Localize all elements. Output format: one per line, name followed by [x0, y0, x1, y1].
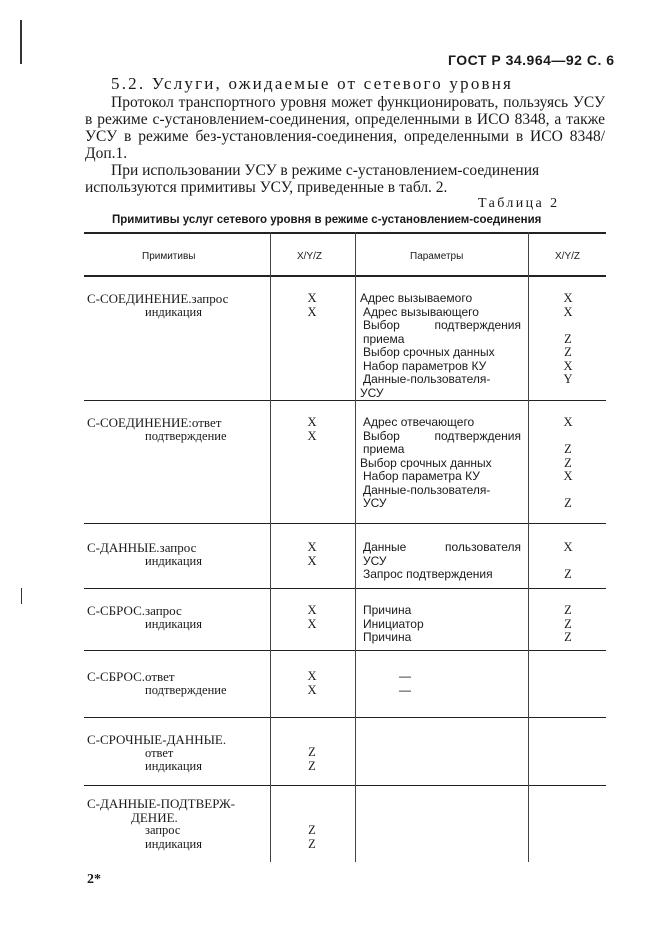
parameter: Причина: [363, 630, 412, 644]
xyz-value: X: [307, 553, 317, 568]
param-xyz-value: [556, 430, 580, 444]
xyz-value-cell: [300, 541, 324, 568]
column-header-xyz: X/Y/Z: [297, 251, 323, 262]
parameter: Выбор подтверждения: [363, 318, 521, 332]
param-xyz-value: Z: [564, 496, 572, 510]
xyz-value: X: [307, 616, 317, 631]
param-xyz-value: X: [563, 291, 573, 305]
parameter: УСУ: [360, 385, 384, 400]
param-xyz-value: [556, 555, 580, 569]
parameter: Данные-пользователя-: [363, 482, 491, 497]
parameter: Адрес вызывающего: [363, 304, 479, 319]
parameter: Причина: [363, 603, 412, 617]
param-xyz-value: Z: [564, 442, 572, 456]
primitive-name-cont: ДЕНИЕ.: [131, 809, 178, 825]
table-row: [87, 604, 202, 631]
parameters-cell: [360, 292, 521, 400]
primitive-subtype: подтверждение: [145, 428, 227, 443]
xyz-value: Z: [308, 836, 316, 851]
xyz-value: X: [307, 669, 317, 683]
xyz-value-cell: [300, 670, 324, 697]
column-divider: [355, 232, 356, 862]
parameter: УСУ: [363, 553, 387, 568]
primitive-name: С-СБРОС.ответ: [87, 669, 175, 684]
param-xyz-value: X: [563, 415, 573, 429]
parameter: УСУ: [363, 496, 387, 510]
primitive-name: С-СОЕДИНЕНИЕ.запрос: [87, 291, 229, 306]
parameter-dash: —: [399, 669, 411, 683]
scan-margin-mark: [21, 588, 22, 604]
xyz-value: X: [307, 291, 317, 305]
parameter: Данные пользователя: [363, 540, 521, 554]
page-footer-mark: 2*: [87, 872, 101, 887]
param-xyz-value: Z: [564, 603, 572, 617]
parameter: Инициатор: [363, 616, 424, 631]
primitive-subtype: индикация: [145, 836, 202, 851]
param-xyz-value: Z: [564, 616, 572, 631]
column-header-primitives: Примитивы: [142, 251, 196, 262]
parameter: Выбор срочных данных: [363, 345, 495, 359]
param-xyz-value: Z: [564, 345, 572, 359]
table-title: Примитивы услуг сетевого уровня в режиме с-установлением-соединения: [112, 214, 542, 226]
primitive-name: С-СРОЧНЫЕ-ДАННЫЕ.: [87, 732, 227, 747]
primitive-subtype: индикация: [145, 304, 202, 319]
column-divider: [270, 232, 271, 862]
parameter: Набор параметра КУ: [363, 469, 480, 483]
primitive-subtype: ответ: [145, 745, 174, 760]
table-row: [87, 797, 235, 851]
parameter: Адрес вызываемого: [360, 291, 473, 305]
param-xyz-cell: [556, 604, 580, 645]
scan-margin-mark: [20, 20, 22, 64]
param-xyz-value: Z: [564, 630, 572, 644]
table-row: [87, 733, 226, 774]
param-xyz-value: X: [563, 304, 573, 319]
param-xyz-value: Y: [563, 372, 573, 386]
table-row: [87, 670, 227, 697]
xyz-value: X: [307, 415, 317, 429]
xyz-value: Z: [308, 758, 316, 773]
primitive-subtype: индикация: [145, 759, 202, 773]
paragraph-2: При использовании УСУ в режиме с-установлением-соединения используются примитивы УСУ, приведенные в табл. 2.: [85, 162, 540, 196]
table-row: [87, 292, 228, 319]
xyz-value: Z: [308, 745, 316, 759]
primitive-subtype: запрос: [145, 823, 181, 837]
primitive-subtype: индикация: [145, 553, 202, 568]
param-xyz-value: X: [563, 540, 573, 554]
xyz-value: X: [307, 603, 317, 617]
param-xyz-value: [556, 484, 580, 498]
parameters-cell: [360, 416, 521, 511]
xyz-value: Z: [308, 823, 316, 837]
param-xyz-value: Z: [564, 331, 572, 346]
table-number: Таблица 2: [478, 196, 560, 211]
section-heading: 5.2. Услуги, ожидаемые от сетевого уровня: [111, 74, 514, 93]
primitive-name: С-ДАННЫЕ-ПОДТВЕРЖ-: [87, 796, 235, 811]
param-xyz-value: [556, 319, 580, 333]
param-xyz-cell: [556, 416, 580, 511]
xyz-value-cell: [300, 604, 324, 631]
parameters-cell: [395, 670, 415, 697]
parameter: приема: [363, 442, 405, 456]
xyz-value: X: [307, 428, 317, 443]
table-row: [87, 416, 227, 443]
primitive-name: С-СБРОС.запрос: [87, 603, 182, 618]
parameters-cell: [363, 604, 424, 645]
xyz-value-cell: [300, 416, 324, 443]
parameter-dash: —: [399, 682, 411, 697]
column-header-xyz-params: X/Y/Z: [555, 251, 581, 262]
table-row: [87, 541, 202, 568]
xyz-value-cell: [300, 746, 324, 773]
param-xyz-value: X: [563, 469, 573, 483]
parameter: Выбор подтверждения: [363, 428, 521, 443]
primitive-name: С-СОЕДИНЕНИЕ:ответ: [87, 415, 222, 430]
xyz-value: X: [307, 540, 317, 554]
xyz-value: X: [307, 682, 317, 697]
parameter: Запрос подтверждения: [363, 567, 493, 581]
column-header-parameters: Параметры: [410, 251, 464, 262]
xyz-value-cell: [300, 824, 324, 851]
parameter: приема: [363, 331, 405, 346]
parameter: Выбор срочных данных: [360, 455, 492, 470]
param-xyz-cell: [556, 541, 580, 582]
primitive-subtype: подтверждение: [145, 682, 227, 697]
param-xyz-value: Z: [564, 567, 572, 581]
paragraph-1: Протокол транспортного уровня может функционировать, пользуясь УСУ в режиме с-установлением-соединения, определенными в ИСО 8348, а также УСУ в режиме без-установления-соединения, определенными в ИСО 8348/Доп.1.: [85, 94, 605, 162]
parameter: Адрес отвечающего: [363, 415, 475, 429]
parameter: Набор параметров КУ: [363, 358, 487, 373]
parameters-cell: [360, 541, 521, 582]
column-divider: [528, 232, 529, 862]
param-xyz-value: X: [563, 358, 573, 373]
param-xyz-cell: [556, 292, 580, 387]
document-header: ГОСТ Р 34.964—92 С. 6: [448, 52, 615, 68]
primitive-name: С-ДАННЫЕ.запрос: [87, 540, 197, 555]
param-xyz-value: Z: [564, 455, 572, 470]
parameter: Данные-пользователя-: [363, 372, 491, 386]
primitive-subtype: индикация: [145, 616, 202, 631]
xyz-value: X: [307, 304, 317, 319]
xyz-value-cell: [300, 292, 324, 319]
